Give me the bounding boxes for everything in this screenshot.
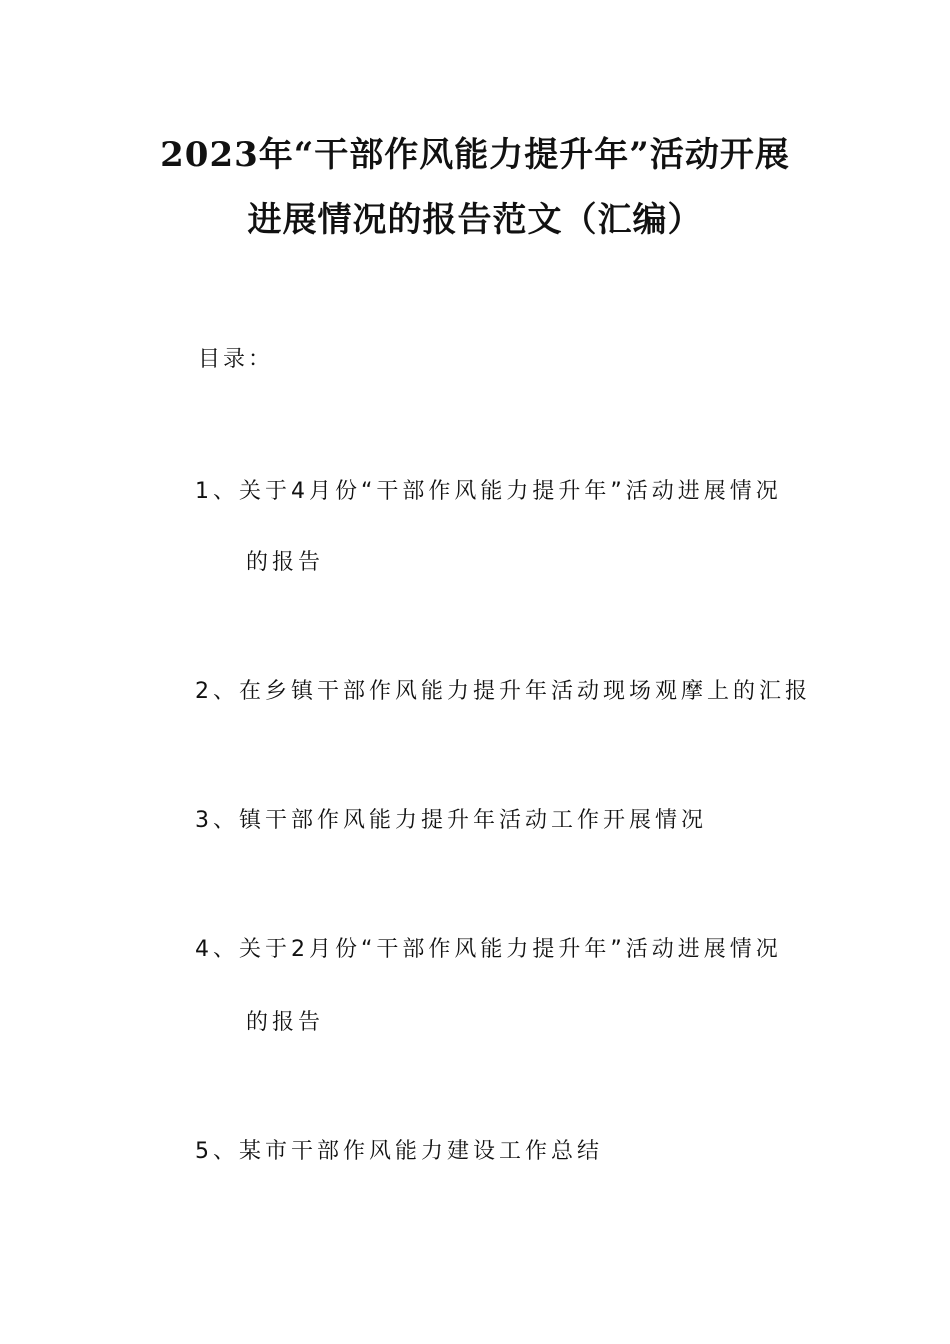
toc-item-1-continuation: 的报告 (246, 550, 325, 575)
toc-item-2 (195, 677, 811, 707)
toc-item-number: 1、 (195, 479, 239, 504)
toc-item-number: 5、 (195, 1139, 239, 1164)
toc-item-1 (195, 477, 782, 507)
toc-item-text: 在乡镇干部作风能力提升年活动现场观摩上的汇报 (239, 679, 812, 704)
document-title-line-1: 2023年“干部作风能力提升年”活动开展 (160, 135, 790, 175)
toc-item-text: 关于4月份“干部作风能力提升年”活动进展情况 (239, 479, 782, 504)
toc-item-4 (195, 935, 782, 965)
toc-item-text: 镇干部作风能力提升年活动工作开展情况 (239, 808, 708, 833)
toc-item-number: 4、 (195, 937, 239, 962)
toc-item-4-continuation: 的报告 (246, 1010, 325, 1035)
toc-item-5 (195, 1137, 603, 1167)
toc-item-text: 关于2月份“干部作风能力提升年”活动进展情况 (239, 937, 782, 962)
toc-label: 目录： (198, 347, 274, 372)
document-title-line-2: 进展情况的报告范文（汇编） (247, 200, 703, 240)
toc-item-number: 3、 (195, 808, 239, 833)
toc-item-text: 某市干部作风能力建设工作总结 (239, 1139, 604, 1164)
toc-item-3 (195, 806, 707, 836)
toc-item-number: 2、 (195, 679, 239, 704)
